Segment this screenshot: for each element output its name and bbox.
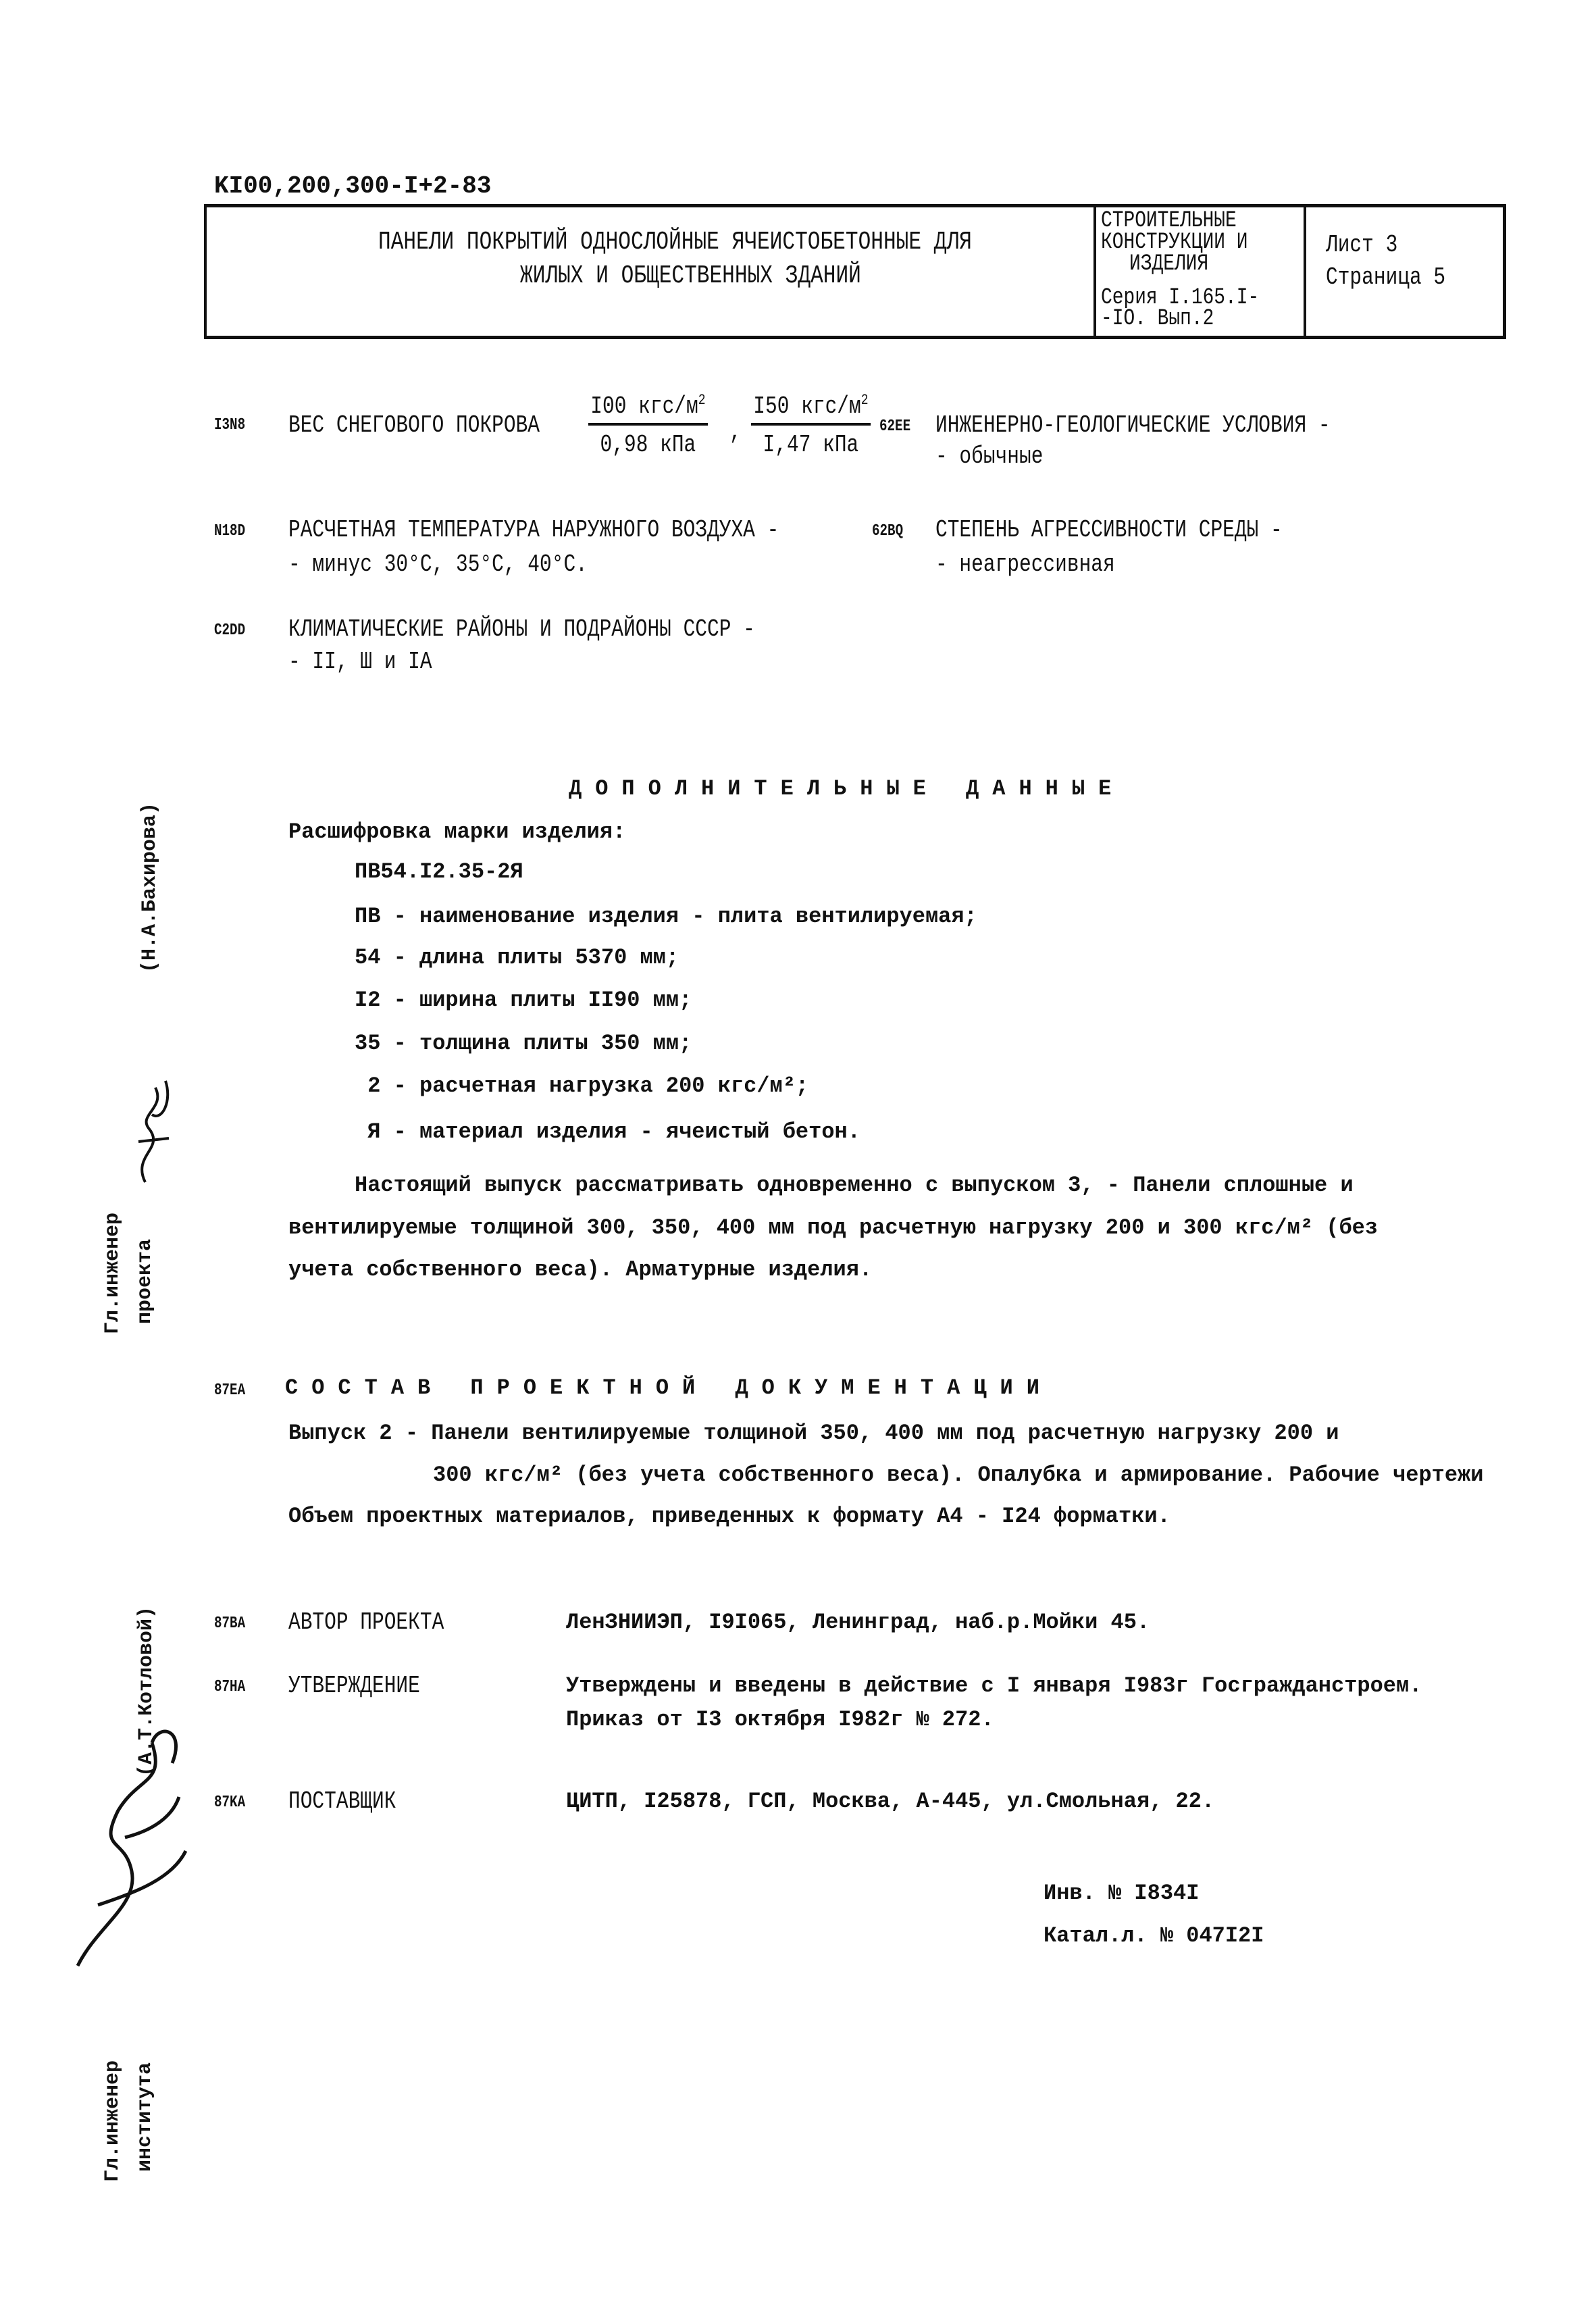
margin-role: Гл.инженер: [101, 1212, 124, 1334]
signature-1: [118, 1074, 179, 1189]
margin-name-1: (Н.А.Бахирова): [138, 802, 161, 973]
aggressiveness-value: - неагрессивная: [935, 551, 1115, 578]
snow-label: ВЕС СНЕГОВОГО ПОКРОВА: [288, 411, 540, 439]
paragraph-line: Настоящий выпуск рассматривать одновременно с выпуском 3, - Панели сплошные и: [355, 1173, 1354, 1198]
mark-item: 2 - расчетная нагрузка 200 кгс/м²;: [355, 1073, 809, 1098]
category-line: КОНСТРУКЦИИ И: [1101, 230, 1248, 255]
approval-value: Приказ от I3 октября I982г № 272.: [566, 1707, 994, 1732]
comma: ,: [729, 418, 742, 446]
numerator: I50 кгс/м: [753, 392, 861, 420]
series-line: -IO. Вып.2: [1101, 306, 1214, 332]
stamp-code: 87EA: [214, 1381, 246, 1400]
margin-name-2: (А.Т.Котловой): [135, 1606, 158, 1777]
margin-role: Гл.инженер: [101, 2060, 124, 2182]
climate-label: КЛИМАТИЧЕСКИЕ РАЙОНЫ И ПОДРАЙОНЫ СССР -: [288, 615, 755, 643]
margin-role: института: [134, 2062, 157, 2172]
stamp-code: 87BA: [214, 1615, 246, 1633]
inventory-number: Инв. № I834I: [1044, 1881, 1200, 1906]
mark-item: 35 - толщина плиты 350 мм;: [355, 1031, 692, 1056]
composition-heading: СОСТАВ ПРОЕКТНОЙ ДОКУМЕНТАЦИИ: [285, 1375, 1053, 1400]
temperature-label: РАСЧЕТНАЯ ТЕМПЕРАТУРА НАРУЖНОГО ВОЗДУХА -: [288, 516, 779, 544]
title-line: ЖИЛЫХ И ОБЩЕСТВЕННЫХ ЗДАНИЙ: [520, 261, 861, 290]
page-number: Страница 5: [1326, 263, 1446, 291]
approval-label: УТВЕРЖДЕНИЕ: [288, 1672, 420, 1700]
composition-line: 300 кгс/м² (без учета собственного веса). Опалубка и армирование. Рабочие чертежи: [433, 1463, 1484, 1488]
stamp-code: N18D: [214, 522, 246, 540]
composition-line: Выпуск 2 - Панели вентилируемые толщиной 350, 400 мм под расчетную нагрузку 200 и: [288, 1421, 1339, 1446]
title-line: ПАНЕЛИ ПОКРЫТИЙ ОДНОСЛОЙНЫЕ ЯЧЕИСТОБЕТОННЫЕ ДЛЯ: [378, 228, 972, 257]
divider: [1093, 204, 1096, 336]
category-line: ИЗДЕЛИЯ: [1129, 251, 1209, 277]
approval-value: Утверждены и введены в действие с I января I983г Госгражданстроем.: [566, 1673, 1422, 1698]
divider: [1304, 204, 1306, 336]
signature-2: [57, 1702, 199, 1973]
additional-heading: ДОПОЛНИТЕЛЬНЫЕ ДАННЫЕ: [569, 776, 1125, 801]
sheet-number: Лист 3: [1326, 231, 1398, 259]
author-value: ЛенЗНИИЭП, I9I065, Ленинград, наб.р.Мойки 45.: [566, 1610, 1150, 1635]
margin-role: проекта: [134, 1238, 157, 1324]
numerator: I00 кгс/м: [590, 392, 698, 420]
climate-value: - II, Ш и IA: [288, 648, 432, 676]
superscript: 2: [860, 392, 869, 409]
aggressiveness-label: СТЕПЕНЬ АГРЕССИВНОСТИ СРЕДЫ -: [935, 516, 1283, 544]
temperature-value: - минус 30°С, 35°С, 40°С.: [288, 551, 588, 578]
stamp-code: C2DD: [214, 621, 246, 640]
snow-fraction-2: [751, 392, 871, 459]
mark-item: ПВ - наименование изделия - плита вентилируемая;: [355, 904, 977, 929]
stamp-code: 87KA: [214, 1794, 246, 1812]
category-line: СТРОИТЕЛЬНЫЕ: [1101, 208, 1237, 234]
author-label: АВТОР ПРОЕКТА: [288, 1608, 444, 1636]
supplier-label: ПОСТАВЩИК: [288, 1787, 396, 1815]
mark-item: Я - материал изделия - ячеистый бетон.: [355, 1119, 860, 1144]
mark-intro: Расшифровка марки изделия:: [288, 819, 626, 844]
geology-label: ИНЖЕНЕРНО-ГЕОЛОГИЧЕСКИЕ УСЛОВИЯ -: [935, 411, 1331, 439]
catalog-number: Катал.л. № 047I2I: [1044, 1923, 1264, 1948]
supplier-value: ЦИТП, I25878, ГСП, Москва, А-445, ул.Смольная, 22.: [566, 1789, 1215, 1814]
stamp-code: 62EE: [879, 417, 911, 436]
mark-item: 54 - длина плиты 5370 мм;: [355, 945, 679, 970]
document-code: KI00,200,300-I+2-83: [214, 172, 492, 200]
paragraph-line: учета собственного веса). Арматурные изделия.: [288, 1257, 873, 1282]
denominator: I,47 кПа: [763, 431, 859, 459]
stamp-code: 62BQ: [872, 522, 904, 540]
product-mark: ПВ54.I2.35-2Я: [355, 859, 523, 884]
snow-fraction-1: [588, 392, 708, 459]
series-line: Серия I.165.I-: [1101, 285, 1260, 311]
superscript: 2: [698, 392, 706, 409]
geology-value: - обычные: [935, 442, 1044, 470]
stamp-code: I3N8: [214, 416, 246, 434]
paragraph-line: вентилируемые толщиной 300, 350, 400 мм под расчетную нагрузку 200 и 300 кгс/м² (без: [288, 1215, 1379, 1240]
mark-item: I2 - ширина плиты II90 мм;: [355, 988, 692, 1013]
composition-line: Объем проектных материалов, приведенных к формату А4 - I24 форматки.: [288, 1504, 1170, 1529]
denominator: 0,98 кПа: [600, 431, 696, 459]
stamp-code: 87HA: [214, 1678, 246, 1696]
